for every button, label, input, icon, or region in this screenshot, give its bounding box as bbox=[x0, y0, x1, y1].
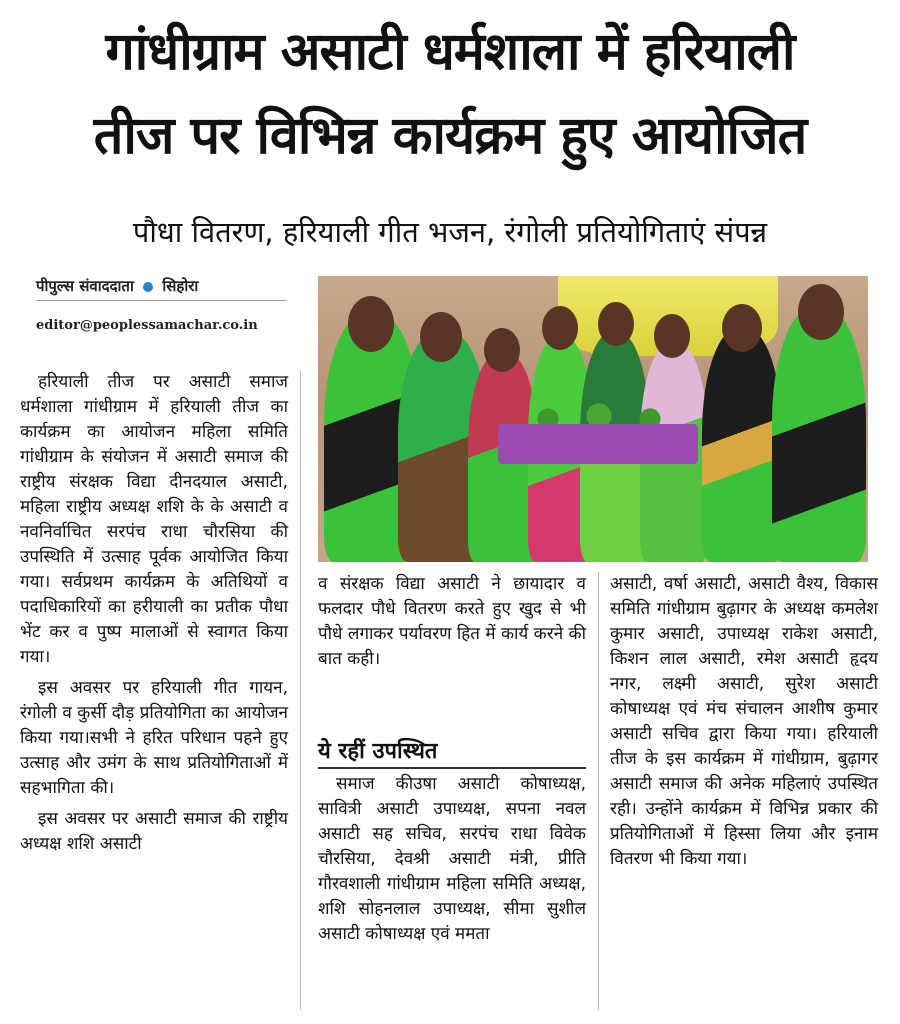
headline bbox=[12, 10, 888, 178]
article-column-1 bbox=[20, 370, 288, 863]
article-column-2-continued bbox=[318, 772, 586, 953]
article-paragraph: समाज कीउषा असाटी कोषाध्यक्ष, सावित्री असाटी उपाध्यक्ष, सपना नवल असाटी सह सचिव, सरपंच राधा विवेक चौरसिया, देवश्री असाटी मंत्री, प्रीति गौरवशाली गांधीग्राम महिला समिति अध्यक्ष, शशि सोहनलाल उपाध्यक्ष, सीमा सुशील असाटी कोषाध्यक्ष एवं ममता bbox=[318, 774, 586, 944]
headline-line-1: गांधीग्राम असाटी धर्मशाला में हरियाली bbox=[105, 22, 795, 82]
byline bbox=[36, 276, 286, 301]
photo-person-head bbox=[420, 312, 462, 362]
column-divider bbox=[598, 572, 599, 1010]
photo-person-head bbox=[654, 314, 690, 358]
article-paragraph: हरियाली तीज पर असाटी समाज धर्मशाला गांधीग्राम में हरियाली तीज का कार्यक्रम का आयोजन महिला समिति गांधीग्राम के संयोजन में असाटी समाज की राष्ट्रीय संरक्षक विद्या दीनदयाल असाटी, महिला राष्ट्रीय अध्यक्ष शशि के के असाटी व नवनिर्वाचित सरपंच राधा चौरसिया की उपस्थिति में उत्साह पूर्वक आयोजित किया गया। सर्वप्रथम कार्यक्रम के अतिथियों व पदाधिकारियों का हरीयाली का प्रतीक पौधा भेंट कर व पुष्प मालाओं से स्वागत किया गया। bbox=[20, 372, 288, 667]
article-paragraph: इस अवसर पर असाटी समाज की राष्ट्रीय अध्यक्ष शशि असाटी bbox=[20, 809, 288, 854]
photo-table bbox=[498, 424, 698, 464]
event-photo bbox=[318, 276, 868, 562]
subheadline: पौधा वितरण, हरियाली गीत भजन, रंगोली प्रतियोगिताएं संपन्न bbox=[132, 215, 768, 249]
section-heading: ये रहीं उपस्थित bbox=[318, 735, 586, 769]
photo-person bbox=[702, 328, 782, 562]
byline-email: editor@peoplessamachar.co.in bbox=[36, 318, 258, 333]
photo-person-head bbox=[722, 304, 762, 352]
article-column-3 bbox=[610, 572, 878, 878]
column-divider bbox=[300, 370, 301, 1010]
photo-person bbox=[772, 306, 866, 562]
photo-person-head bbox=[484, 328, 520, 372]
bullet-dot-icon bbox=[143, 282, 153, 292]
headline-line-2: तीज पर विभिन्न कार्यक्रम हुए आयोजित bbox=[93, 106, 807, 166]
article-paragraph: इस अवसर पर हरियाली गीत गायन, रंगोली व कुर्सी दौड़ प्रतियोगिता का आयोजन किया गया।सभी ने हरित परिधान पहने हुए उत्साह और उमंग के साथ प्रतियोगिताओं में सहभागिता की। bbox=[20, 678, 288, 798]
photo-person-head bbox=[348, 296, 394, 352]
article-paragraph: असाटी, वर्षा असाटी, असाटी वैश्य, विकास समिति गांधीग्राम बुढ़ागर के अध्यक्ष कमलेश कुमार असाटी, उपाध्यक्ष राकेश असाटी, किशन लाल असाटी, रमेश असाटी हृदय नगर, लक्ष्मी असाटी, सुरेश असाटी कोषाध्यक्ष एवं मंच संचालन आशीष कुमार असाटी सचिव द्वारा किया गया। हरियाली तीज के इस कार्यक्रम में गांधीग्राम, बुढ़ागर असाटी समाज की अनेक महिलाएं उपस्थित रही। उन्होंने कार्यक्रम में विभिन्न प्रकार की प्रतियोगिताओं में हिस्सा लिया और इनाम वितरण भी किया गया। bbox=[610, 574, 878, 869]
byline-reporter: पीपुल्स संवाददाता bbox=[36, 277, 134, 295]
byline-location: सिहोरा bbox=[162, 277, 199, 295]
article-paragraph: व संरक्षक विद्या असाटी ने छायादार व फलदार पौधे वितरण करते हुए खुद से भी पौधे लगाकर पर्यावरण हित में कार्य करने की बात कही। bbox=[318, 574, 586, 669]
photo-person-head bbox=[798, 284, 844, 340]
photo-person-head bbox=[598, 302, 634, 346]
photo-person-head bbox=[542, 306, 578, 350]
article-column-2 bbox=[318, 572, 586, 678]
